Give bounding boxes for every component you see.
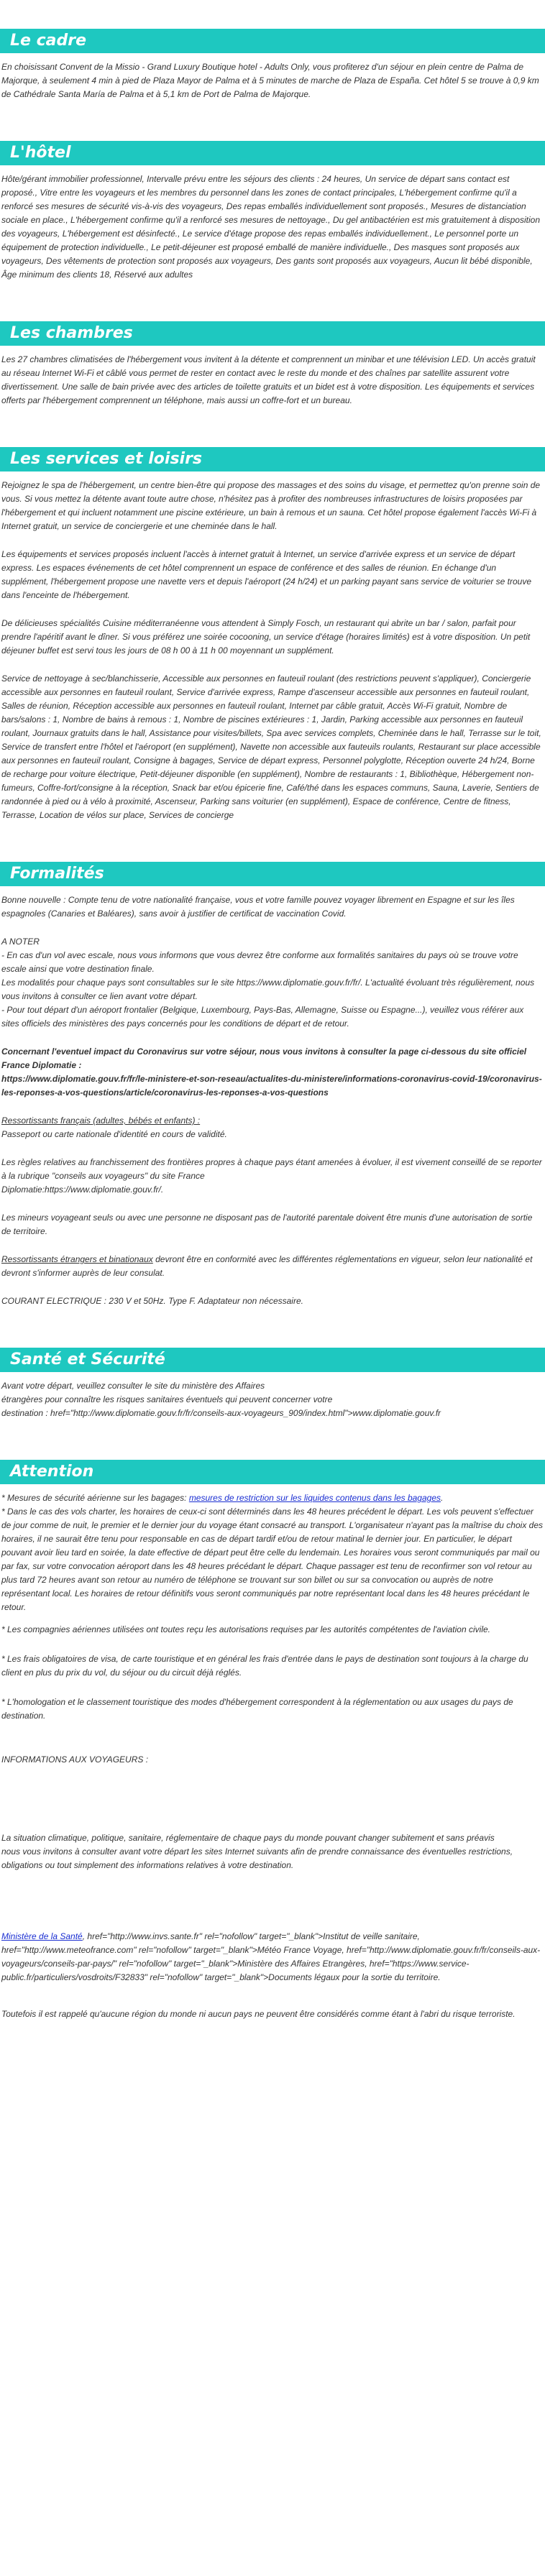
formalites-intro: Bonne nouvelle : Compte tenu de votre nationalité française, vous et votre famille pouvez voyager librement en Espagne et sur les îles espagnoles (Canaries et Baléares), sans avoir à justifier de certificat de vaccination Covid. [1, 895, 515, 919]
section-cadre [0, 29, 545, 101]
sante-text [1, 1379, 544, 1420]
attention-links [1, 1930, 544, 1984]
section-hotel [0, 141, 545, 282]
attention-compagnies: * Les compagnies aériennes utilisées ont toutes reçu les autorisations requises par les autorités compétentes de l'aviation civile. [1, 1624, 490, 1634]
cadre-text: En choisissant Convent de la Missio - Grand Luxury Boutique hotel - Adults Only, vous profiterez d'un séjour en plein centre de Palma de Majorque, à seulement 4 min à pied de Plaza Mayor de Palma et à 5 minutes de marche de Plaza de España. Cet hôtel 5 se trouve à 0,9 km de Cathédrale Santa María de Palma et à 5,1 km de Port de Palma de Majorque. [1, 62, 539, 99]
services-paragraph-equipements: Les équipements et services proposés incluent l'accès à internet gratuit à Internet, un service d'arrivée express et un service de départ express. Les espaces événements de cet hôtel comprennent un espace de conférence et des salles de réunion. En échange d'un supplément, l'hébergement propose une navette vers et depuis l'aéroport (24 h/24) et un parking payant sans service de voiturier se trouve dans l'enceinte de l'hébergement. [1, 549, 532, 600]
sante-line-1: Avant votre départ, veuillez consulter le site du ministère des Affaires [1, 1381, 265, 1391]
formalites-note [1, 935, 544, 1031]
coronavirus-notice [1, 1045, 544, 1100]
attention-bagages-end: . [441, 1493, 444, 1503]
section-title-cadre: Le cadre [0, 29, 545, 53]
sante-line-3[interactable]: destination : href="http://www.diplomatie.gouv.fr/fr/conseils-aux-voyageurs_909/index.html">www.diplomatie.gouv.fr [1, 1408, 441, 1418]
coronavirus-notice-text: Concernant l'eventuel impact du Coronavirus sur votre séjour, nous vous invitons à consulter la page ci-dessous du site officiel France Diplomatie : [1, 1046, 527, 1070]
chambres-text: Les 27 chambres climatisées de l'hébergement vous invitent à la détente et comprennent un minibar et une télévision LED. Un accès gratuit au réseau Internet Wi-Fi et câblé vous permet de rester en contact avec le reste du monde et des chaînes par satellite assurent votre divertissement. Une salle de bain privée avec des articles de toilette gratuits et un bidet est à votre disposition. Les équipements et services offerts par l'hébergement comprennent un téléphone, mais aussi un coffre-fort et un bureau. [1, 354, 536, 405]
note-line-escale: - En cas d'un vol avec escale, nous vous informons que vous devrez être conforme aux formalités sanitaires du pays où se trouve votre escale ainsi que votre destination finale. [1, 950, 518, 974]
note-line-modalites: Les modalités pour chaque pays sont consultables sur le site https://www.diplomatie.gouv.fr/fr/. L'actualité évoluant très régulièrement, nous vous invitons à consulter ce lien avant votre départ. [1, 978, 535, 1001]
note-title: A NOTER [1, 937, 40, 947]
minors-text: Les mineurs voyageant seuls ou avec une personne ne disposant pas de l'autorité parentale doivent être munis d'une autorisation de sortie de territoire. [1, 1213, 533, 1236]
ministere-sante-link[interactable]: Ministère de la Santé [1, 1931, 83, 1941]
attention-bagages-text: * Mesures de sécurité aérienne sur les bagages: [1, 1493, 189, 1503]
attention-terrorisme: Toutefois il est rappelé qu'aucune région du monde ni aucun pays ne peuvent être considérés comme étant à l'abri du risque terroriste. [1, 2009, 516, 2019]
section-title-attention: Attention [0, 1460, 545, 1484]
section-formalites [0, 862, 545, 1308]
foreign-nationals-label: Ressortissants étrangers et binationaux [1, 1254, 153, 1264]
french-nationals-label: Ressortissants français (adultes, bébés et enfants) : [1, 1116, 201, 1126]
section-title-hotel: L'hôtel [0, 141, 545, 165]
attention-situation [1, 1831, 544, 1872]
situation-line-1: La situation climatique, politique, sanitaire, réglementaire de chaque pays du monde pouvant changer subitement et sans préavis [1, 1833, 495, 1843]
attention-charter: * Dans le cas des vols charter, les horaires de ceux-ci sont déterminés dans les 48 heures précédent le départ. Les vols peuvent s'effectuer de jour comme de nuit, le premier et le dernier jour du voyage étant consacré au transport. L'organisateur n'ayant pas la maîtrise du choix des horaires, il ne saurait être tenu pour responsable en cas de départ tardif et/ou de retour matinal le dernier jour. En particulier, le départ pouvant avoir lieu tard en soirée, la date effective de départ peut être celle du lendemain. Les horaires vous seront communiqués par mail ou par fax, sur votre convocation aéroport dans les 48 heures précédant le départ. Chaque passager est tenu de reconfirmer son vol retour au plus tard 72 heures avant son retour au numéro de téléphone se trouvant sur son billet ou sur sa convocation ou auprès de notre représentant local. Les horaires de retour définitifs vous seront communiqués par notre représentant local dans les 48 heures précédant le retour. [1, 1506, 543, 1612]
section-title-formalites: Formalités [0, 862, 545, 886]
section-services [0, 447, 545, 822]
electric-current: COURANT ELECTRIQUE : 230 V et 50Hz. Type F. Adaptateur non nécessaire. [1, 1296, 303, 1306]
situation-line-2: nous vous invitons à consulter avant votre départ les sites Internet suivants afin de prendre connaissance des éventuelles restrictions, obligations ou tout simplement des informations relatives à votre destination. [1, 1846, 513, 1870]
section-title-sante: Santé et Sécurité [0, 1348, 545, 1372]
hotel-text: Hôte/gérant immobilier professionnel, Intervalle prévu entre les séjours des clients : 24 heures, Un service de départ sans contact est proposé., Vitre entre les voyageurs et les membres du personnel dans les zones de contact principales, L'hébergement confirme qu'il a renforcé ses mesures de sécurité vis-à-vis des voyageurs, Des repas emballés individuellement sont proposés., Mesures de distanciation sociale en place., L'hébergement confirme qu'il a renforcé ses mesures de nettoyage., Du gel antibactérien est mis gratuitement à disposition des voyageurs, L'hébergement est désinfecté., Le service d'étage propose des repas emballés individuellement., Le personnel porte un équipement de protection individuelle., Le petit-déjeuner est proposé emballé de manière individuelle., Des masques sont proposés aux voyageurs, Des vêtements de protection sont proposés aux voyageurs, Des gants sont proposés aux voyageurs, Aucun lit bébé disponible, Âge minimum des clients 18, Réservé aux adultes [1, 174, 540, 280]
foreign-nationals [1, 1253, 544, 1280]
services-paragraph-list: Service de nettoyage à sec/blanchisserie, Accessible aux personnes en fauteuil roulant (des restrictions peuvent s'appliquer), Conciergerie accessible aux personnes en fauteuil roulant, Service d'arrivée express, Rampe d'ascenseur accessible aux personnes en fauteuil roulant, Salles de réunion, Réception accessible aux personnes en fauteuil roulant, Internet par câble gratuit, Accès Wi-Fi gratuit, Nombre de bars/salons : 1, Nombre de bains à remous : 1, Nombre de piscines extérieures : 1, Jardin, Parking accessible aux personnes en fauteuil roulant, Journaux gratuits dans le hall, Assistance pour visites/billets, Spa avec services complets, Cheminée dans le hall, Terrasse sur le toit, Service de transfert entre l'hôtel et l'aéroport (en supplément), Navette non accessible aux fauteuils roulants, Restaurant sur place accessible aux personnes en fauteuil roulant, Consigne à bagages, Service de départ express, Personnel polyglotte, Réception ouverte 24 h/24, Borne de recharge pour voiture électrique, Petit-déjeuner disponible (en supplément), Nombre de restaurants : 1, Bibliothèque, Hébergement non-fumeurs, Coffre-fort/consigne à la réception, Snack bar et/ou épicerie fine, Café/thé dans les espaces communs, Sauna, Laverie, Sentiers de randonnée à pied ou à vélo à proximité, Ascenseur, Parking sans voiturier (en supplément), Espace de conférence, Centre de fitness, Terrasse, Location de vélos sur place, Services de concierge [1, 673, 541, 820]
border-rules-link[interactable]: Diplomatie:https://www.diplomatie.gouv.fr/. [1, 1184, 164, 1195]
coronavirus-notice-url[interactable]: https://www.diplomatie.gouv.fr/fr/le-ministere-et-son-reseau/actualites-du-ministere/informations-coronavirus-covid-19/coronavirus-les-reponses-a-vos-questions/article/coronavirus-les-reponses-a-vos-questions [1, 1074, 542, 1098]
attention-bagages [1, 1491, 544, 1505]
border-rules-text: Les règles relatives au franchissement des frontières propres à chaque pays étant amenées à évoluer, il est vivement conseillé de se reporter à la rubrique "conseils aux voyageurs" du site France [1, 1157, 542, 1181]
services-paragraph-restaurant: De délicieuses spécialités Cuisine méditerranéenne vous attendent à Simply Fosch, un restaurant qui abrite un bar / salon, parfait pour prendre l'apéritif avant le dîner. Si vous préférez une soirée cocooning, un service d'étage (horaires limités) est à votre disposition. Un petit déjeuner buffet est servi tous les jours de 08 h 00 à 11 h 00 moyennant un supplément. [1, 618, 531, 656]
french-nationals [1, 1114, 544, 1141]
border-rules [1, 1156, 544, 1197]
liquids-restriction-link[interactable]: mesures de restriction sur les liquides contenus dans les bagages [188, 1493, 441, 1503]
section-title-chambres: Les chambres [0, 321, 545, 346]
sante-line-2: étrangères pour connaître les risques sanitaires éventuels qui peuvent concerner votre [1, 1394, 333, 1404]
attention-homologation: * L'homologation et le classement touristique des modes d'hébergement correspondent à la réglementation ou aux usages du pays de destination. [1, 1697, 513, 1721]
french-nationals-documents: Passeport ou carte nationale d'identité en cours de validité. [1, 1129, 227, 1139]
section-title-services: Les services et loisirs [0, 447, 545, 472]
attention-links-text: , href="http://www.invs.sante.fr" rel="nofollow" target="_blank">Institut de veille sanitaire, href="http://www.meteofrance.com" rel="nofollow" target="_blank">Météo France Voyage, href="http://www.diplomatie.gouv.fr/fr/conseils-aux-voyageurs/conseils-par-pays/" rel="nofollow" target="_blank">Ministère des Affaires Etrangères, href="https://www.service-public.fr/particuliers/vosdroits/F32833" rel="nofollow" target="_blank">Documents légaux pour la sortie du territoire. [1, 1931, 541, 1982]
services-paragraph-spa: Rejoignez le spa de l'hébergement, un centre bien-être qui propose des massages et des soins du visage, et permettez qu'on prenne soin de vous. Si vous mettez la détente avant toute autre chose, n'hésitez pas à profiter des nombreuses infrastructures de loisirs proposées par l'hébergement et qui incluent notamment une piscine extérieure, un bain à remous et un sauna. Cet hôtel propose également l'accès Wi-Fi à Internet gratuit, un service de conciergerie et une cheminée dans le hall. [1, 480, 541, 531]
informations-voyageurs: INFORMATIONS AUX VOYAGEURS : [1, 1754, 149, 1765]
section-chambres [0, 321, 545, 408]
note-line-frontalier: - Pour tout départ d'un aéroport frontalier (Belgique, Luxembourg, Pays-Bas, Allemagne, Suisse ou Espagne...), veuillez vous référer aux sites officiels des ministères des pays concernés pour les conditions de départ et de retour. [1, 1005, 524, 1029]
foreign-nationals-text: devront être en conformité avec les différentes réglementations en vigueur, selon leur nationalité et devront s'informer auprès de leur consulat. [1, 1254, 533, 1278]
attention-visa: * Les frais obligatoires de visa, de carte touristique et en général les frais d'entrée dans le pays de destination sont toujours à la charge du client en plus du prix du vol, du séjour ou du circuit déjà réglés. [1, 1654, 528, 1678]
section-sante [0, 1348, 545, 1420]
section-attention [0, 1460, 545, 2021]
